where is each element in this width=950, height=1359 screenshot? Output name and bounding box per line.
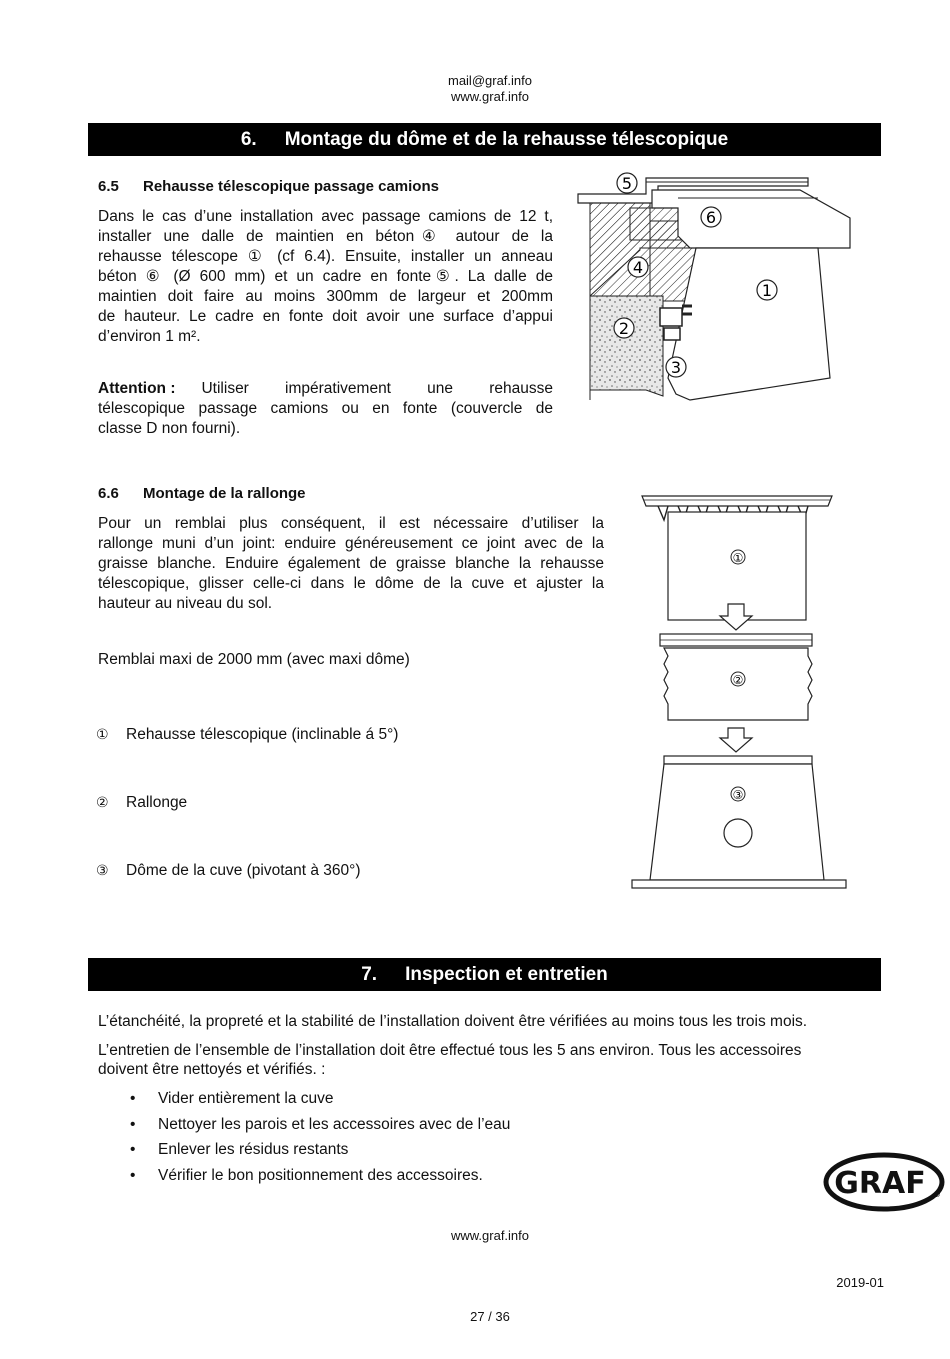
section-6-title-bar bbox=[88, 123, 881, 156]
section-number: 6. bbox=[240, 128, 257, 150]
header-email: mail@graf.info bbox=[447, 73, 532, 88]
body-line: Dans le cas d’une installation avec passage camions de 12 t, bbox=[98, 208, 553, 225]
logo-text: GRAF bbox=[834, 1166, 926, 1201]
legend-symbol: ① bbox=[96, 727, 109, 743]
tank-dome-part bbox=[632, 756, 846, 888]
attention-line: classe D non fourni). bbox=[98, 420, 241, 437]
graf-logo bbox=[822, 1150, 946, 1214]
legend-item-1 bbox=[96, 725, 399, 745]
maintenance-line-1: L’entretien de l’ensemble de l’installation doit être effectué tous les 5 ans environ. Tous les accessoires bbox=[98, 1042, 802, 1059]
section-title: Montage du dôme et de la rehausse télescopique bbox=[284, 128, 729, 150]
label-6: 6 bbox=[705, 208, 717, 227]
bullet-item: • Nettoyer les parois et les accessoires avec de l’eau bbox=[130, 1116, 511, 1133]
legend-text: Rallonge bbox=[126, 794, 188, 811]
logo-registered: ® bbox=[933, 1190, 941, 1199]
assembly-diagram bbox=[628, 492, 852, 896]
body-line: rallonge muni d’un joint: enduire généreusement ce joint avec de la bbox=[98, 535, 604, 552]
legend-text: Rehausse télescopique (inclinable á 5°) bbox=[126, 726, 399, 743]
body-line: rehausse télescope ① (cf 6.4). Ensuite, installer un anneau bbox=[98, 248, 553, 265]
attention-note bbox=[98, 379, 553, 439]
body-line: d’environ 1 m². bbox=[98, 328, 201, 345]
subsection-6-6-heading bbox=[98, 485, 306, 502]
header-website: www.graf.info bbox=[450, 89, 530, 104]
section-title: Inspection et entretien bbox=[405, 963, 608, 985]
body-line: Pour un remblai plus conséquent, il est nécessaire d’utiliser la bbox=[98, 515, 604, 532]
bullet-text: Vérifier le bon positionnement des accessoires. bbox=[158, 1167, 483, 1184]
page-number: 27 / 36 bbox=[470, 1309, 510, 1324]
label-1: 1 bbox=[761, 281, 773, 300]
subsection-number: 6.6 bbox=[98, 485, 119, 502]
legend-symbol: ③ bbox=[96, 863, 109, 879]
legend-item-2 bbox=[96, 793, 188, 813]
legend-item-3 bbox=[96, 861, 361, 881]
attention-line: télescopique passage camions ou en fonte (couvercle de bbox=[98, 400, 553, 417]
footer-website: www.graf.info bbox=[450, 1228, 530, 1243]
label-4: 4 bbox=[632, 258, 644, 277]
section-7-title-bar bbox=[88, 958, 881, 991]
bullet-text: Vider entièrement la cuve bbox=[158, 1090, 334, 1107]
assembly-label-1: ① bbox=[732, 551, 744, 565]
body-line: graisse blanche. Enduire également de graisse blanche la rehausse bbox=[98, 555, 604, 572]
body-line: hauteur au niveau du sol. bbox=[98, 595, 273, 612]
attention-line: Utiliser impérativement une rehausse bbox=[201, 380, 553, 397]
extension-part bbox=[660, 634, 812, 720]
label-3: 3 bbox=[670, 358, 682, 377]
legend-text: Dôme de la cuve (pivotant à 360°) bbox=[126, 862, 361, 879]
label-5: 5 bbox=[621, 174, 633, 193]
bullet-item: • Enlever les résidus restants bbox=[130, 1141, 349, 1158]
body-line: de hauteur. Le cadre en fonte doit avoir une surface d’appui bbox=[98, 308, 553, 325]
telescopic-riser-part bbox=[642, 496, 832, 620]
body-line: béton ⑥ (Ø 600 mm) et un cadre en fonte⑤. La dalle de bbox=[98, 268, 553, 285]
bullet-item: • Vider entièrement la cuve bbox=[130, 1090, 334, 1107]
subsection-title: Montage de la rallonge bbox=[143, 485, 306, 502]
footer-date: 2019-01 bbox=[836, 1275, 884, 1290]
attention-label: Attention : bbox=[98, 380, 176, 397]
assembly-label-2: ② bbox=[732, 673, 744, 687]
subsection-title: Rehausse télescopique passage camions bbox=[143, 178, 439, 195]
subsection-6-5-heading bbox=[98, 178, 439, 195]
remblai-note: Remblai maxi de 2000 mm (avec maxi dôme) bbox=[98, 651, 410, 668]
bullet-text: Enlever les résidus restants bbox=[158, 1141, 349, 1158]
body-line: installer une dalle de maintien en béton④ autour de la bbox=[98, 228, 553, 245]
bullet-item: • Vérifier le bon positionnement des accessoires. bbox=[130, 1167, 483, 1184]
maintenance-line-2: doivent être nettoyés et vérifiés. : bbox=[98, 1061, 326, 1078]
cross-section-diagram bbox=[568, 168, 860, 408]
subsection-6-6-body bbox=[98, 514, 604, 614]
inspection-paragraph: L’étanchéité, la propreté et la stabilité de l’installation doivent être vérifiées au moins tous les trois mois. bbox=[98, 1013, 808, 1030]
body-line: télescopique, glisser celle-ci dans le dôme de la cuve et ajuster la bbox=[98, 575, 604, 592]
section-number: 7. bbox=[361, 963, 378, 985]
bullet-text: Nettoyer les parois et les accessoires avec de l’eau bbox=[158, 1116, 511, 1133]
body-line: maintien doit faire au moins 300mm de largeur et 200mm bbox=[98, 288, 553, 305]
down-arrow-icon bbox=[720, 728, 752, 752]
label-2: 2 bbox=[618, 319, 630, 338]
assembly-label-3: ③ bbox=[732, 788, 744, 802]
subsection-6-5-body bbox=[98, 207, 553, 347]
legend-symbol: ② bbox=[96, 795, 109, 811]
subsection-number: 6.5 bbox=[98, 178, 119, 195]
